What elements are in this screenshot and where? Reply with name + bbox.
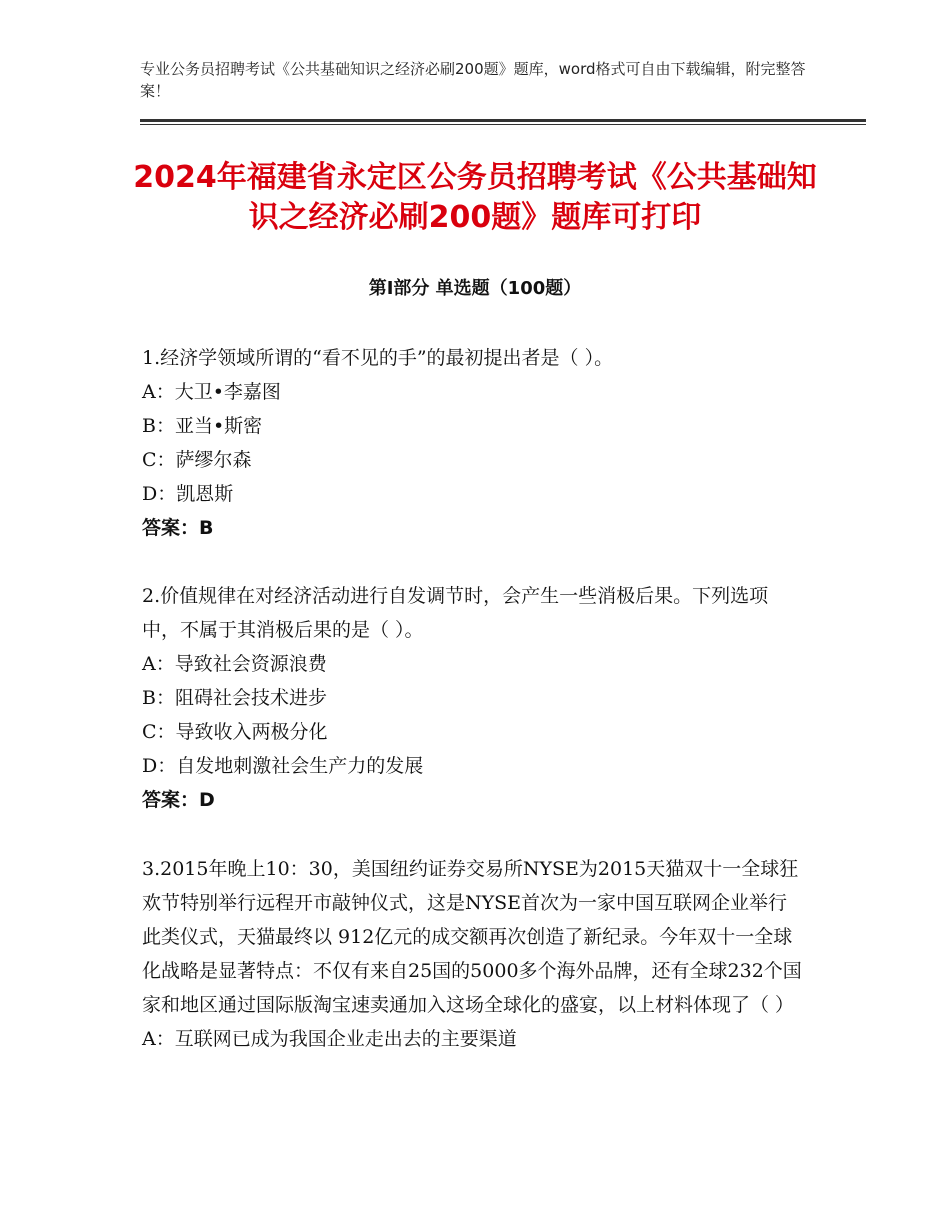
question-stem: 1.经济学领域所谓的“看不见的手”的最初提出者是（ ）。 [142,347,614,369]
question-3 [142,852,802,1056]
question-2 [142,579,802,817]
header-divider-thick [140,119,866,122]
option-b: B：亚当•斯密 [142,415,263,437]
option-a: A：大卫•李嘉图 [142,381,281,403]
option-c: C：萨缪尔森 [142,449,252,471]
question-1 [142,341,802,545]
document-title: 2024年福建省永定区公务员招聘考试《公共基础知识之经济必刷200题》题库可打印 [133,160,817,235]
section-heading: 第Ⅰ部分 单选题（100题） [368,278,582,299]
question-stem: 2.价值规律在对经济活动进行自发调节时，会产生一些消极后果。下列选项中，不属于其消极后果的是（ ）。 [142,585,769,641]
answer: 答案：B [142,517,214,539]
option-a: A：互联网已成为我国企业走出去的主要渠道 [142,1028,517,1050]
option-d: D：凯恩斯 [142,483,234,505]
header-note: 专业公务员招聘考试《公共基础知识之经济必刷200题》题库，word格式可自由下载编辑，附完整答案！ [140,60,806,100]
answer: 答案：D [142,789,215,811]
option-d: D：自发地刺激社会生产力的发展 [142,755,424,777]
header-divider-thin [140,124,866,125]
question-stem: 3.2015年晚上10：30，美国纽约证券交易所NYSE为2015天猫双十一全球狂欢节特别举行远程开市敲钟仪式，这是NYSE首次为一家中国互联网企业举行此类仪式，天猫最终以 912亿元的成交额再次创造了新纪录。今年双十一全球化战略是显著特点：不仅有来自25国的5000多个海外品牌，还有全球232个国家和地区通过国际版淘宝速卖通加入这场全球化的盛宴，以上材料体现了（ ） [142,858,802,1016]
option-a: A：导致社会资源浪费 [142,653,327,675]
option-b: B：阻碍社会技术进步 [142,687,327,709]
option-c: C：导致收入两极分化 [142,721,328,743]
